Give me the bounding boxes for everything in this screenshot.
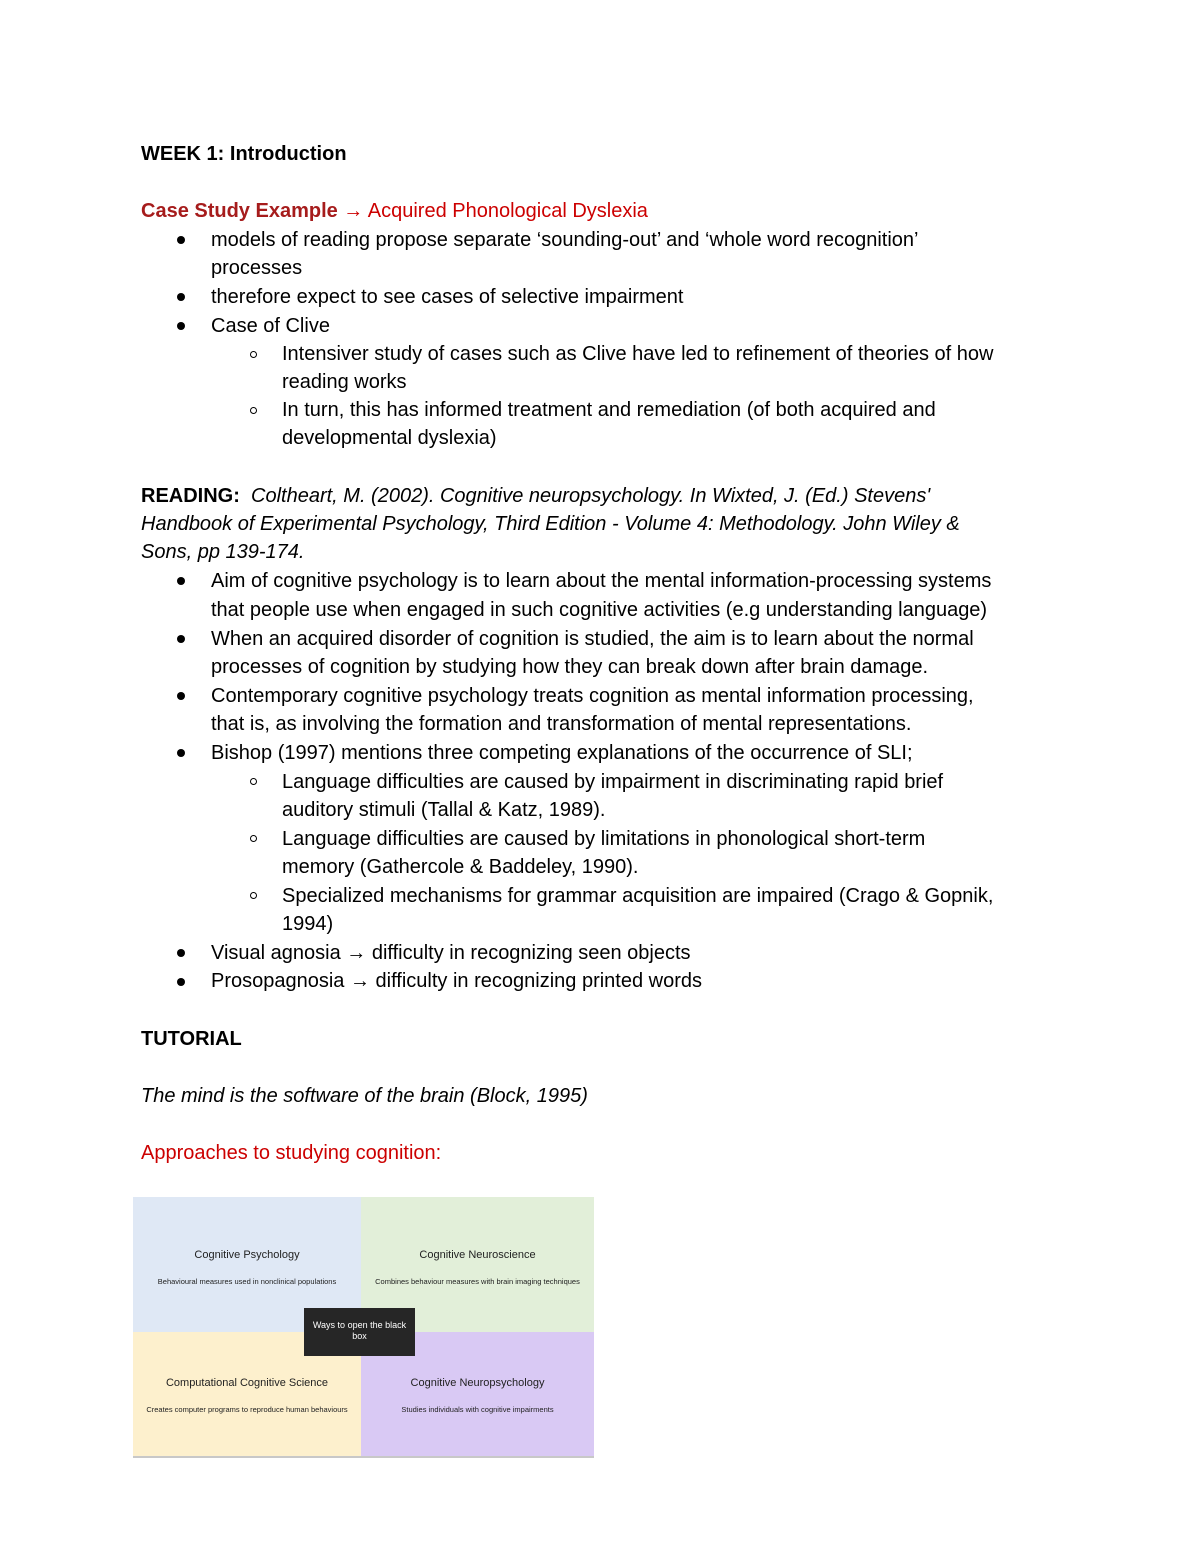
case-study-topic: Acquired Phonological Dyslexia [367, 200, 648, 222]
bullet-disc-icon [177, 978, 185, 986]
sub-list-item-continuation: auditory stimuli (Tallal & Katz, 1989). [282, 799, 606, 821]
list-item: therefore expect to see cases of selective impairment [211, 286, 684, 308]
list-item: Visual agnosia → difficulty in recognizing seen objects [211, 942, 691, 964]
list-item-continuation: that is, as involving the formation and transformation of mental representations. [211, 713, 912, 735]
bullet-circle-icon [250, 892, 257, 899]
diagram-divider [133, 1456, 594, 1458]
bullet-disc-icon [177, 577, 185, 585]
sub-list-item: Language difficulties are caused by impairment in discriminating rapid brief [282, 771, 944, 793]
week-title: WEEK 1: Introduction [141, 143, 347, 165]
sub-list-item-continuation: 1994) [282, 913, 334, 935]
quadrant-subtitle: Creates computer programs to reproduce human behaviours [146, 1405, 348, 1414]
sub-list-item-continuation: developmental dyslexia) [282, 427, 497, 449]
bullet-circle-icon [250, 407, 257, 414]
sub-list-item-continuation: reading works [282, 371, 407, 393]
sub-list-item-continuation: memory (Gathercole & Baddeley, 1990). [282, 856, 639, 878]
quadrant-subtitle: Combines behaviour measures with brain imaging techniques [375, 1277, 580, 1286]
bullet-disc-icon [177, 692, 185, 700]
bullet-disc-icon [177, 949, 185, 957]
list-item: Case of Clive [211, 315, 330, 337]
quadrant-subtitle: Behavioural measures used in nonclinical populations [157, 1277, 337, 1286]
bullet-disc-icon [177, 236, 185, 244]
bullet-disc-icon [177, 635, 185, 643]
quadrant-title: Cognitive Neuropsychology [410, 1377, 545, 1389]
quadrant-title: Cognitive Neuroscience [419, 1249, 536, 1261]
bullet-disc-icon [177, 749, 185, 757]
tutorial-quote: The mind is the software of the brain (Block, 1995) [141, 1085, 588, 1107]
case-study-heading [141, 197, 648, 225]
black-box-label: Ways to open the black box [304, 1308, 415, 1356]
list-item-continuation: processes of cognition by studying how they can break down after brain damage. [211, 656, 929, 678]
reading-label: READING: [141, 485, 240, 507]
citation-text: Sons, pp 139-174. [141, 541, 305, 563]
bullet-disc-icon [177, 322, 185, 330]
case-study-arrow: → [337, 200, 368, 222]
list-item-continuation: that people use when engaged in such cognitive activities (e.g understanding language) [211, 599, 988, 621]
list-item-continuation: processes [211, 257, 303, 279]
quadrant-title: Computational Cognitive Science [165, 1377, 329, 1389]
list-item: Prosopagnosia → difficulty in recognizing printed words [211, 970, 703, 992]
bullet-circle-icon [250, 835, 257, 842]
approaches-heading: Approaches to studying cognition: [141, 1142, 442, 1164]
sub-list-item: Language difficulties are caused by limitations in phonological short-term [282, 828, 926, 850]
bullet-circle-icon [250, 778, 257, 785]
approaches-diagram [133, 1197, 594, 1458]
citation-text: Coltheart, M. (2002). Cognitive neuropsychology. In Wixted, J. (Ed.) Stevens' [251, 485, 931, 507]
quadrant-title: Cognitive Psychology [194, 1249, 300, 1261]
list-item: models of reading propose separate ‘sounding-out’ and ‘whole word recognition’ [211, 229, 919, 251]
tutorial-heading: TUTORIAL [141, 1028, 242, 1050]
citation-text: Handbook of Experimental Psychology, Third Edition - Volume 4: Methodology. John Wiley & [141, 513, 960, 535]
case-study-label: Case Study Example [141, 200, 338, 222]
sub-list-item: In turn, this has informed treatment and remediation (of both acquired and [282, 399, 936, 421]
bullet-disc-icon [177, 293, 185, 301]
sub-list-item: Specialized mechanisms for grammar acquisition are impaired (Crago & Gopnik, [282, 885, 994, 907]
reading-citation-line [141, 482, 930, 510]
quadrant-subtitle: Studies individuals with cognitive impairments [401, 1405, 554, 1414]
bullet-circle-icon [250, 351, 257, 358]
list-item: Contemporary cognitive psychology treats cognition as mental information processing, [211, 685, 974, 707]
list-item: When an acquired disorder of cognition is studied, the aim is to learn about the normal [211, 628, 974, 650]
list-item: Aim of cognitive psychology is to learn about the mental information-processing systems [211, 570, 992, 592]
list-item: Bishop (1997) mentions three competing explanations of the occurrence of SLI; [211, 742, 913, 764]
sub-list-item: Intensiver study of cases such as Clive have led to refinement of theories of how [282, 343, 994, 365]
